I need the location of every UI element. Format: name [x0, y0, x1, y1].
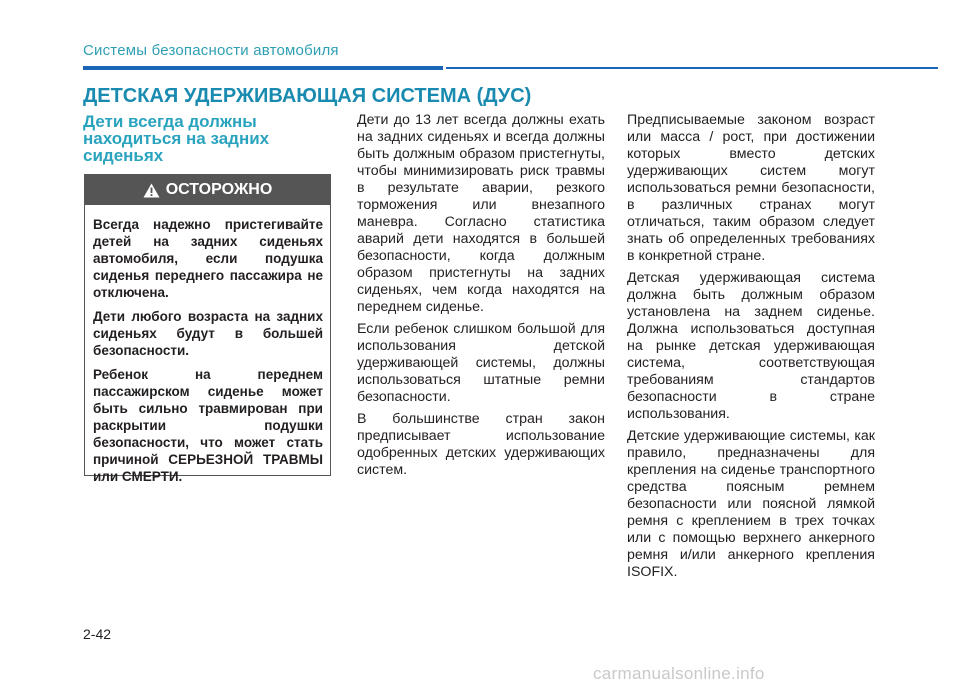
body-paragraph: Детские удерживающие системы, как правило, предназначены для крепления на сиденье транспортного средства поясным ремнем безопасности или поясной лямкой ремня с креплением в трех точках или с помощью верхнего анкерного ремня и/или анкерного крепления ISOFIX.	[627, 428, 875, 580]
warning-header	[85, 175, 330, 205]
right-column	[627, 112, 875, 586]
warning-box	[84, 174, 331, 484]
body-paragraph: В большинстве стран закон предписывает использование одобренных детских удерживающих систем.	[357, 411, 605, 478]
warning-paragraph: Ребенок на переднем пассажирском сиденье может быть сильно травмирован при раскрытии подушки безопасности, что может стать причиной СЕРЬЕЗНОЙ ТРАВМЫ или СМЕРТИ.	[93, 367, 323, 484]
body-paragraph: Детская удерживающая система должна быть должным образом установлена на заднем сиденье. Должна использоваться доступная на рынке детская удерживающая система, соответствующая требованиям стандартов безопасности в стране использования.	[627, 270, 875, 422]
section-title: ДЕТСКАЯ УДЕРЖИВАЮЩАЯ СИСТЕМА (ДУС)	[83, 85, 532, 107]
watermark: carmanualsonline.info	[593, 664, 765, 683]
warning-triangle-icon	[143, 183, 160, 198]
page-number: 2-42	[83, 626, 112, 642]
warning-paragraph: Всегда надежно пристегивайте детей на задних сиденьях автомобиля, если подушка сиденья переднего пассажира не отключена.	[93, 217, 323, 300]
body-paragraph: Предписываемые законом возраст или масса / рост, при достижении которых вместо детских удерживающих систем могут использоваться ремни безопасности, в различных странах могут отличаться, таким образом следует знать об определенных требованиях в конкретной стране.	[627, 112, 875, 264]
body-paragraph: Если ребенок слишком большой для использования детской удерживающей системы, должны использоваться штатные ремни безопасности.	[357, 321, 605, 405]
header-rule-thin	[446, 67, 938, 69]
middle-column	[357, 112, 605, 484]
warning-body	[85, 205, 330, 485]
subheading: Дети всегда должны находиться на задних сиденьях	[83, 112, 270, 165]
warning-paragraph: Дети любого возраста на задних сиденьях будут в большей безопасности.	[93, 309, 323, 358]
warning-title: ОСТОРОЖНО	[165, 181, 273, 198]
body-paragraph: Дети до 13 лет всегда должны ехать на задних сиденьях и всегда должны быть должным образом пристегнуты, чтобы минимизировать риск травмы в результате аварии, резкого торможения или внезапного маневра. Согласно статистика аварий дети находятся в большей безопасности, когда должным образом пристегнуты на задних сиденьях, чем когда находятся на переднем сиденье.	[357, 112, 605, 315]
chapter-title: Системы безопасности автомобиля	[83, 42, 339, 59]
header-rule-thick	[83, 66, 443, 70]
